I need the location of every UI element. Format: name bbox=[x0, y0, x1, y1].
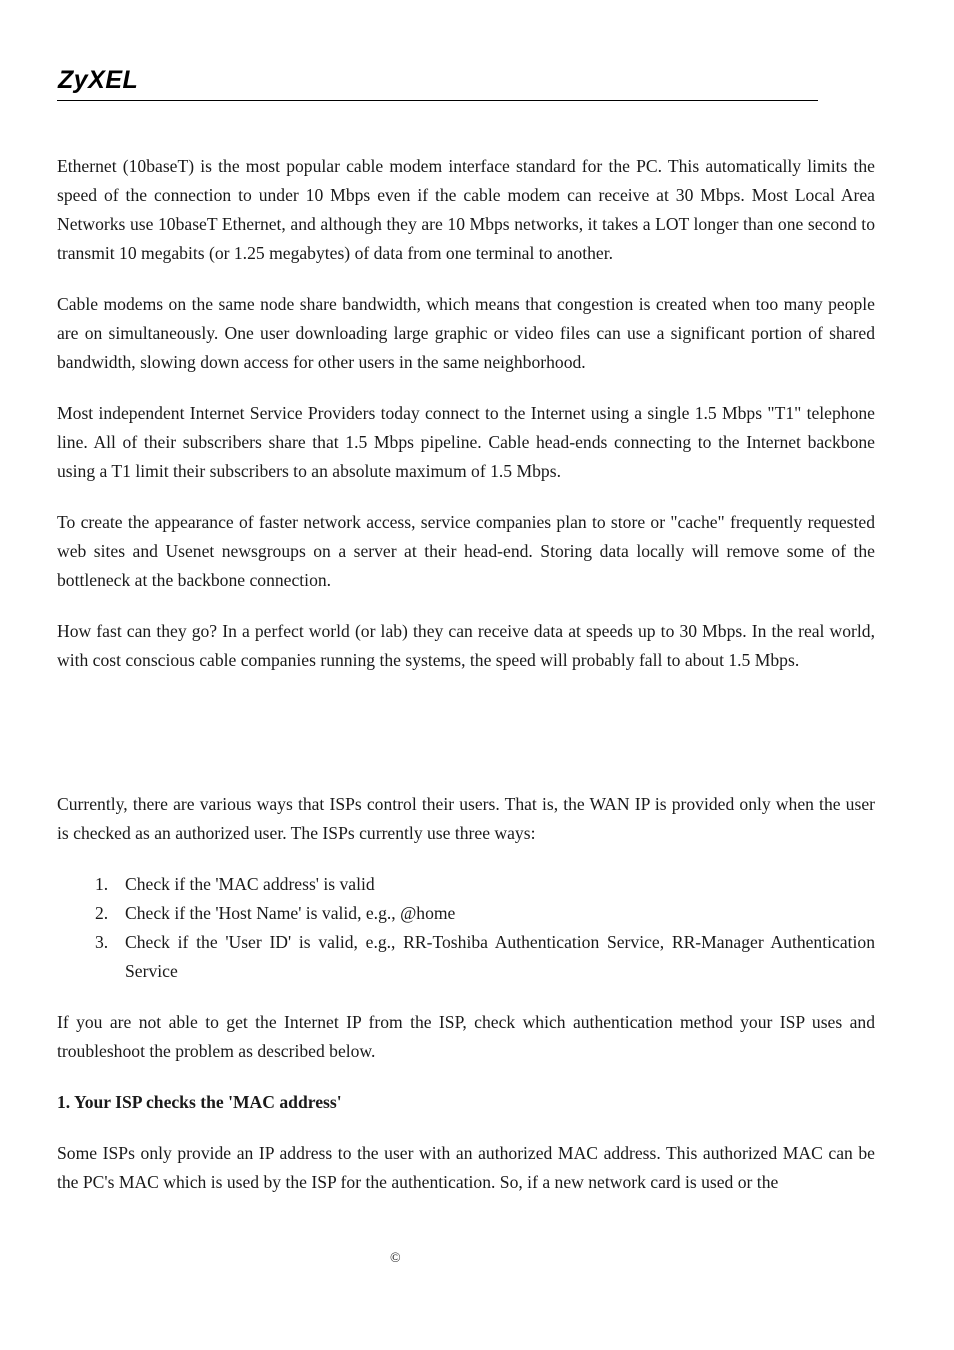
paragraph-speed: How fast can they go? In a perfect world (or lab) they can receive data at speeds up to 30 Mbps. In the real world, with cost conscious cable companies running the systems, the speed will probably fall to about 1.5 Mbps. bbox=[57, 621, 875, 670]
section-gap bbox=[57, 697, 875, 790]
paragraph-auth-followup: If you are not able to get the Internet IP from the ISP, check which authentication method your ISP uses and troubleshoot the problem as described below. bbox=[57, 1012, 875, 1061]
list-item-number: 2. bbox=[95, 903, 109, 923]
list-item-number: 1. bbox=[95, 874, 109, 894]
list-item-text: Check if the 'Host Name' is valid, e.g., @home bbox=[125, 903, 456, 923]
zyxel-logo: ZyXEL bbox=[58, 66, 139, 94]
page-header bbox=[57, 62, 818, 101]
paragraph-t1-line: Most independent Internet Service Providers today connect to the Internet using a single 1.5 Mbps "T1" telephone line. All of their subscribers share that 1.5 Mbps pipeline. Cable head-ends connecting to the Internet backbone using a T1 limit their subscribers to an absolute maximum of 1.5 Mbps. bbox=[57, 403, 875, 481]
list-item bbox=[57, 928, 875, 986]
list-item-text: Check if the 'MAC address' is valid bbox=[125, 874, 375, 894]
document-body bbox=[57, 152, 875, 1219]
paragraph-cache: To create the appearance of faster network access, service companies plan to store or "cache" frequently requested web sites and Usenet newsgroups on a server at their head-end. Storing data locally will remove some of the bottleneck at the backbone connection. bbox=[57, 512, 875, 590]
list-item-number: 3. bbox=[95, 932, 109, 952]
section-heading-mac: 1. Your ISP checks the 'MAC address' bbox=[57, 1092, 342, 1112]
paragraph-ethernet: Ethernet (10baseT) is the most popular cable modem interface standard for the PC. This automatically limits the speed of the connection to under 10 Mbps even if the cable modem can receive at 30 Mbps. Most Local Area Networks use 10baseT Ethernet, and although they are 10 Mbps networks, it takes a LOT longer than one second to transmit 10 megabits (or 1.25 megabytes) of data from one terminal to another. bbox=[57, 156, 875, 263]
list-item-text: Check if the 'User ID' is valid, e.g., RR-Toshiba Authentication Service, RR-Manager Authentication Service bbox=[125, 932, 875, 981]
footer-copyright: © bbox=[390, 1251, 401, 1266]
paragraph-auth-intro: Currently, there are various ways that ISPs control their users. That is, the WAN IP is provided only when the user is checked as an authorized user. The ISPs currently use three ways: bbox=[57, 794, 875, 843]
paragraph-mac: Some ISPs only provide an IP address to the user with an authorized MAC address. This authorized MAC can be the PC's MAC which is used by the ISP for the authentication. So, if a new network card is used or the bbox=[57, 1143, 875, 1192]
list-item bbox=[57, 870, 875, 899]
auth-methods-list bbox=[57, 870, 875, 986]
list-item bbox=[57, 899, 875, 928]
paragraph-bandwidth: Cable modems on the same node share bandwidth, which means that congestion is created when too many people are on simultaneously. One user downloading large graphic or video files can use a significant portion of shared bandwidth, slowing down access for other users in the same neighborhood. bbox=[57, 294, 875, 372]
